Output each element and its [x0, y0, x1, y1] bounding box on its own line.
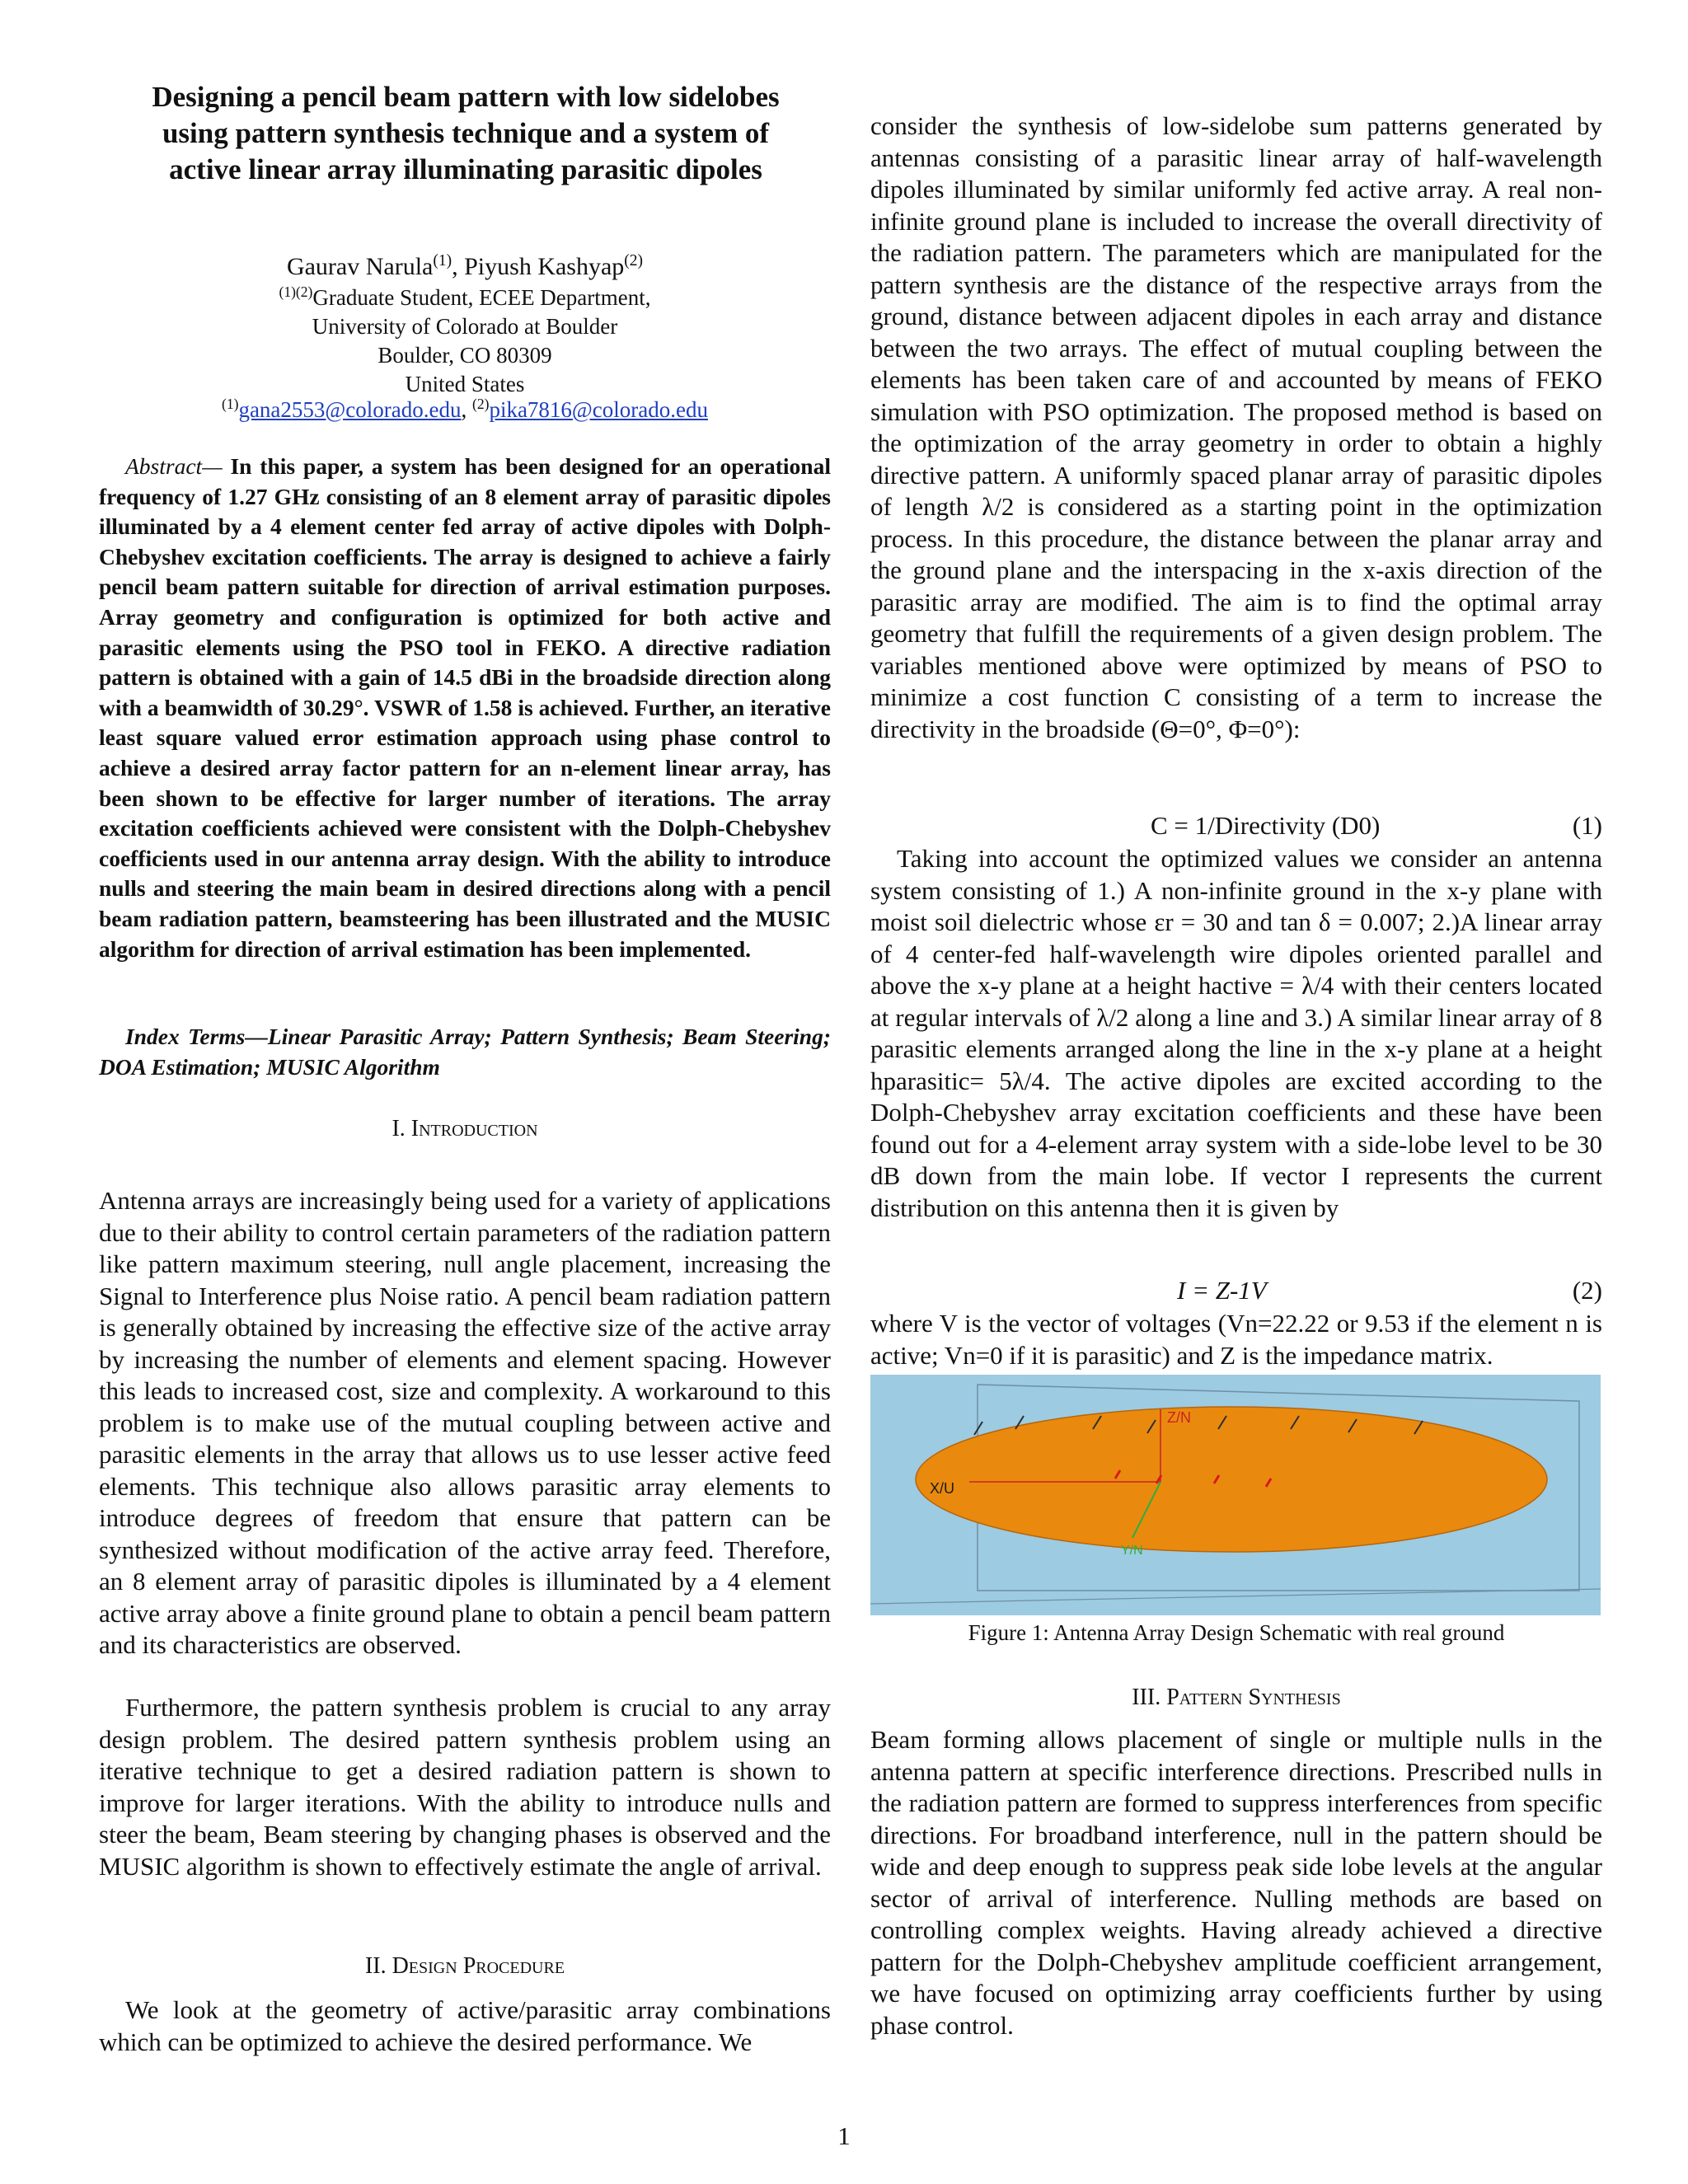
equation-1-expr: C = 1/Directivity (D0) [1151, 811, 1381, 840]
section-heading-pattern-synthesis: III. Pattern Synthesis [1132, 1685, 1341, 1710]
antenna-array-figure [870, 1375, 1601, 1615]
intro-paragraph-2: Furthermore, the pattern synthesis problem is crucial to any array design problem. The desired pattern synthesis problem using an iterative technique to get a desired radiation pattern is shown to improve for larger iterations. With the ability to introduce nulls and steer the beam, Beam steering by changing phases is observed and the MUSIC algorithm is shown to effectively estimate the angle of arrival. [99, 1693, 831, 1881]
author-line [99, 252, 831, 282]
email-link[interactable]: pika7816@colorado.edu [489, 397, 708, 422]
y-axis-label: Y/N [1121, 1544, 1143, 1558]
author-separator: , [452, 253, 465, 280]
email-line [99, 396, 831, 424]
antenna-schematic [870, 1375, 1601, 1615]
equation-2-expr: I = Z-1V [1177, 1276, 1267, 1305]
right-paragraph-1: consider the synthesis of low-sidelobe sum patterns generated by antennas consisting of a parasitic linear array of half-wavelength dipoles illuminated by similar uniformly fed active array. A real non-infinite ground plane is included to increase the overall directivity of the radiation pattern. The parameters which are manipulated for the pattern synthesis are the distance of the respective arrays from the ground, distance between adjacent dipoles in each array and distance between the two arrays. The effect of mutual coupling between the elements has been taken care of and accounted by means of FEKO simulation with PSO optimization. The proposed method is based on the optimization of the array geometry in order to obtain a highly directive pattern. A uniformly spaced planar array of parasitic dipoles of length λ/2 is considered as a starting point in the optimization process. In this procedure, the distance between the planar array and the ground plane and the interspacing in the x-axis direction of the parasitic array are modified. The aim is to find the optimal array geometry that fulfill the requirements of a given design problem. The variables mentioned above were optimized by means of PSO to minimize a cost function C consisting of a term to increase the directivity in the broadside (Θ=0°, Φ=0°): [870, 111, 1602, 743]
author-mark: (2) [624, 252, 644, 269]
email-mark: (1) [222, 396, 239, 412]
ground-plane-ellipse [916, 1407, 1547, 1552]
email-link[interactable]: gana2553@colorado.edu [238, 397, 462, 422]
abstract [99, 452, 831, 964]
author-name: Gaurav Narula [286, 253, 434, 280]
author-mark: (1) [433, 252, 452, 269]
equation-2-number: (2) [1572, 1276, 1602, 1305]
index-terms: Index Terms—Linear Parasitic Array; Pattern Synthesis; Beam Steering; DOA Estimation; MUSIC Algorithm [99, 1024, 831, 1080]
x-axis-label: X/U [930, 1480, 955, 1497]
equation-1-number: (1) [1572, 811, 1602, 840]
design-paragraph-1: We look at the geometry of active/parasitic array combinations which can be optimized to achieve the desired performance. We [99, 1995, 831, 2056]
section-heading-introduction: I. Introduction [392, 1116, 538, 1141]
abstract-lead: Abstract— [125, 453, 223, 479]
email-separator: , [461, 397, 472, 422]
affiliation-text: Graduate Student, ECEE Department, [312, 285, 651, 310]
affiliation-mark: (1)(2) [279, 284, 313, 300]
email-mark: (2) [471, 396, 490, 412]
synthesis-paragraph-1: Beam forming allows placement of single or multiple nulls in the antenna pattern at specific interference directions. Prescribed nulls in the radiation pattern are formed to suppress interferences from specific directions. For broadband interference, null in the pattern should be wide and deep enough to suppress peak side lobe levels at the angular sector of arrival of interference. Nulling methods are based on controlling complex weights. Having already achieved a directive pattern for the Dolph-Chebyshev amplitude coefficient arrangement, we have focused on optimizing array coefficients further by using phase control. [870, 1725, 1602, 2040]
affiliation-line [99, 284, 831, 312]
figure-caption: Figure 1: Antenna Array Design Schematic with real ground [968, 1620, 1505, 1645]
page-number: 1 [837, 2121, 851, 2150]
abstract-text: In this paper, a system has been designed for an operational frequency of 1.27 GHz consisting of an 8 element array of parasitic dipoles illuminated by a 4 element center fed array of active dipoles with Dolph-Chebyshev excitation coefficients. The array is designed to achieve a fairly pencil beam pattern suitable for direction of arrival estimation purposes. Array geometry and configuration is optimized for both active and parasitic elements using the PSO tool in FEKO. A directive radiation pattern is obtained with a gain of 14.5 dBi in the broadside direction along with a beamwidth of 30.29°. VSWR of 1.58 is achieved. Further, an iterative least square valued error estimation approach using phase control to achieve a desired array factor pattern for an n-element linear array, has been shown to be effective for larger number of iterations. The array excitation coefficients achieved were consistent with the Dolph-Chebyshev coefficients used in our antenna array design. With the ability to introduce nulls and steering the main beam in desired directions along with a pencil beam radiation pattern, beamsteering has been illustrated and the MUSIC algorithm for direction of arrival estimation has been implemented. [99, 453, 831, 962]
affiliation-university: University of Colorado at Boulder [312, 314, 618, 339]
z-axis-label: Z/N [1167, 1409, 1191, 1426]
intro-paragraph-1: Antenna arrays are increasingly being used for a variety of applications due to their ability to control certain parameters of the radiation pattern like pattern maximum steering, null angle placement, increasing the Signal to Interference plus Noise ratio. A pencil beam radiation pattern is generally obtained by increasing the effective size of the active array by increasing the number of elements and element spacing. However this leads to increased cost, size and complexity. A workaround to this problem is to make use of the mutual coupling between active and parasitic elements in the array that allows us to use lesser active feed elements. This technique also allows parasitic array elements to introduce degrees of freedom that ensure that pattern can be synthesized without modification of the active array feed. Therefore, an 8 element array of parasitic dipoles is illuminated by a 4 element active array above a finite ground plane to obtain a pencil beam pattern and its characteristics are observed. [99, 1186, 831, 1659]
author-name: Piyush Kashyap [464, 253, 625, 280]
affiliation-country: United States [405, 372, 525, 396]
right-paragraph-3: where V is the vector of voltages (Vn=22.22 or 9.53 if the element n is active; Vn=0 if it is parasitic) and Z is the impedance matrix. [870, 1309, 1602, 1370]
paper-title: Designing a pencil beam pattern with low sidelobes using pattern synthesis technique and a system of active linear array illuminating parasitic dipoles [152, 81, 780, 185]
section-heading-design: II. Design Procedure [364, 1953, 565, 1979]
right-paragraph-2: Taking into account the optimized values we consider an antenna system consisting of 1.) A non-infinite ground in the x-y plane with moist soil dielectric whose εr = 30 and tan δ = 0.007; 2.)A linear array of 4 center-fed half-wavelength wire dipoles oriented parallel and above the x-y plane at a height hactive = λ/4 with their centers located at regular intervals of λ/2 along a line and 3.) A similar linear array of 8 parasitic elements arranged along the line in the x-y plane at a height hparasitic= 5λ/4. The active dipoles are excited according to the Dolph-Chebyshev array excitation coefficients and these have been found out for a 4-element array system with a side-lobe level to be 30 dB down from the main lobe. If vector I represents the current distribution on this antenna then it is given by [870, 844, 1602, 1222]
affiliation-city: Boulder, CO 80309 [377, 343, 552, 368]
